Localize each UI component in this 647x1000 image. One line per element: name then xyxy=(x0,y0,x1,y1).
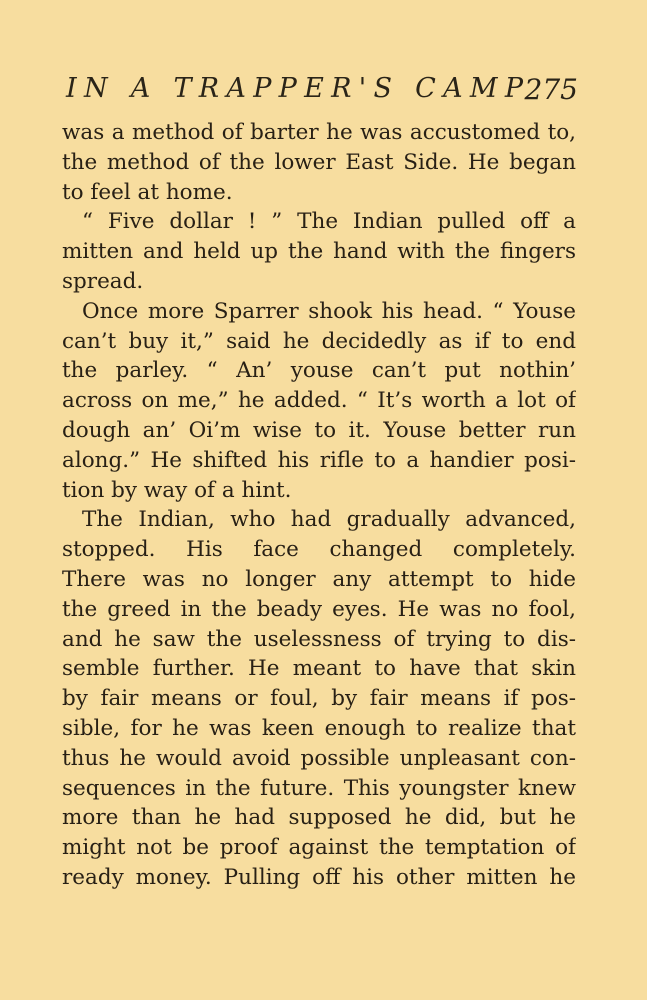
text-line: ready money. Pulling off his other mitten he xyxy=(62,864,576,890)
text-line: the parley. “ An’ youse can’t put nothin’ xyxy=(62,358,576,384)
text-line: semble further. He meant to have that skin xyxy=(62,656,576,682)
text-line: dough an’ Oi’m wise to it. Youse better run xyxy=(62,417,576,443)
text-line: “ Five dollar ! ” The Indian pulled off a xyxy=(82,209,576,235)
running-title: IN A TRAPPER'S CAMP xyxy=(66,73,531,104)
text-line: stopped. His face changed completely. xyxy=(62,537,576,563)
text-line: Once more Sparrer shook his head. “ Youse xyxy=(82,298,576,324)
text-line: sequences in the future. This youngster knew xyxy=(62,775,576,801)
text-line: more than he had supposed he did, but he xyxy=(62,805,576,831)
text-line: The Indian, who had gradually advanced, xyxy=(82,507,576,533)
text-line: sible, for he was keen enough to realize that xyxy=(62,715,576,741)
page-number: 275 xyxy=(524,73,578,106)
text-line: and he saw the uselessness of trying to dis- xyxy=(62,626,576,652)
text-line: tion by way of a hint. xyxy=(62,477,292,503)
text-line: was a method of barter he was accustomed to, xyxy=(62,120,576,145)
text-line: can’t buy it,” said he decidedly as if to end xyxy=(62,328,576,354)
text-line: mitten and held up the hand with the fingers xyxy=(62,239,576,265)
text-line: There was no longer any attempt to hide xyxy=(62,566,576,592)
text-line: thus he would avoid possible unpleasant con- xyxy=(62,745,576,771)
text-line: across on me,” he added. “ It’s worth a lot of xyxy=(62,388,576,414)
text-line: along.” He shifted his rifle to a handier posi- xyxy=(62,447,576,473)
text-line: spread. xyxy=(62,268,144,294)
text-line: the method of the lower East Side. He began xyxy=(62,149,576,175)
body-text xyxy=(62,118,576,893)
text-line: by fair means or foul, by fair means if pos- xyxy=(62,686,576,712)
text-line: to feel at home. xyxy=(62,179,233,205)
text-line: the greed in the beady eyes. He was no fool, xyxy=(62,596,576,622)
text-line: might not be proof against the temptation of xyxy=(62,835,576,861)
running-head xyxy=(66,72,582,112)
